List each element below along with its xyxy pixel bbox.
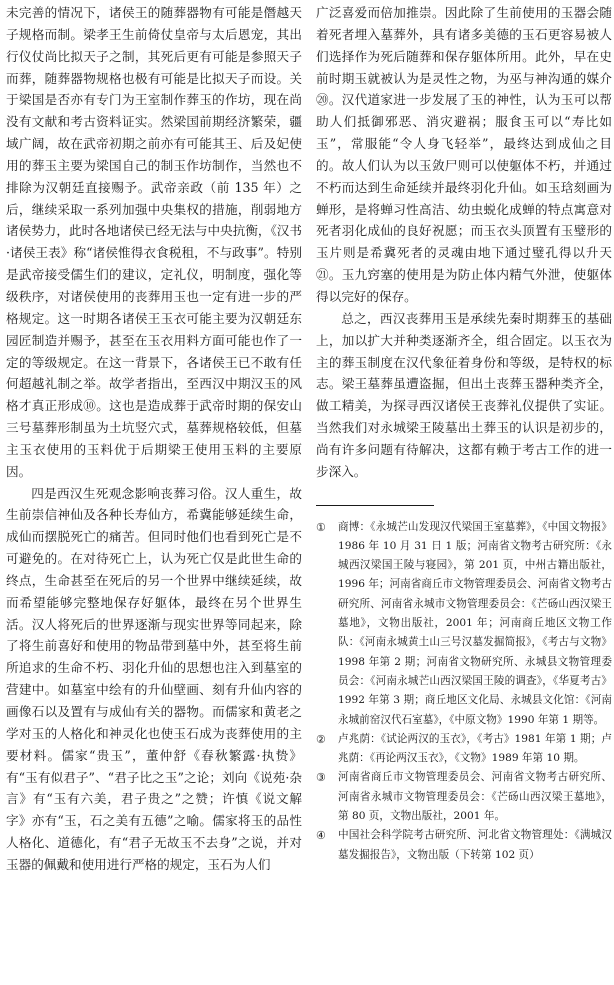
footnote	[316, 518, 612, 730]
footnote	[316, 826, 612, 865]
body-paragraph: 四是西汉生死观念影响丧葬习俗。汉人重生，故生前崇信神仙及各种长寿仙方，希冀能够延续生命，成仙而摆脱死亡的痛苦。但同时他们也看到死亡是不可避免的。在对待死亡上，认为死亡仅是此世生命的终点，生命甚至在死后的另一个世界中继续延续，故而希望能够完整地保存好躯体，最终在另个世界生活。汉人将死后的世界逐渐与现实世界等同起来，除了将生前喜好和使用的物品带到墓中外，甚至将生前所追求的生命不朽、羽化升仙的思想也注入到墓室的营建中。如墓室中绘有的升仙壁画、刻有升仙内容的画像石以及置有与成仙有关的器物。而儒家和黄老之学对玉的人格化和神灵化也使玉石成为丧葬使用的主要材料。儒家“贵玉”，董仲舒《春秋繁露·执贽》有“玉有似君子”、“君子比之玉”之论；刘向《说苑·杂言》有“玉有六美，君子贵之”之赞；许慎《说文解字》亦有“玉，石之美有五德”之喻。儒家将玉的品性人格化、道德化，有“君子无故玉不去身”之说，并对玉器的佩戴和使用进行严格的规定，玉石为人们	[6, 485, 302, 872]
reference-marker: ㉑	[316, 267, 329, 283]
footnote-divider	[316, 505, 434, 506]
footnote-number: ③	[316, 771, 326, 785]
footnote-text: 河南省商丘市文物管理委员会、河南省文物考古研究所、河南省永城市文物管理委员会：《芒砀山西汉梁王墓地》，第 80 页，文物出版社，2001 年。	[338, 771, 612, 823]
body-paragraph: 总之，西汉丧葬用玉是承续先秦时期葬玉的基础上，加以扩大并种类逐渐齐全，组合固定。以玉衣为主的葬玉制度在汉代象征着身份和等级，是特权的标志。梁王墓葬虽遭盗掘，但出土丧葬玉器种类齐全，做工精美，为探寻西汉诸侯王丧葬礼仪提供了实证。当然我们对永城梁王陵墓出土葬玉的认识是初步的，尚有许多问题有待解决，这都有赖于考古工作的进一步深入。	[316, 310, 612, 479]
footnote-text: 中国社会科学院考古研究所、河北省文物管理处：《满城汉墓发掘报告》，文物出版（下转第 102 页）	[338, 829, 612, 861]
footnote-number: ①	[316, 520, 326, 534]
reference-marker: ⑳	[316, 92, 329, 108]
footnote-text: 卢兆荫：《试论两汉的玉衣》，《考古》1981 年第 1 期；卢兆荫：《再论两汉玉衣》，《文物》1989 年第 10 期。	[338, 732, 612, 765]
footnote-number: ④	[316, 829, 326, 843]
left-column	[6, 2, 302, 876]
right-column	[316, 2, 612, 865]
footnote-number: ②	[316, 732, 326, 746]
body-paragraph: 未完善的情况下，诸侯王的随葬器物有可能是僭越天子规格而制。梁孝王生前倚仗皇帝与太后恩宠，其出行仪仗尚比拟天子之制，其死后更有可能是参照天子而葬，随葬器物规格也极有可能是比拟天子而设。关于梁国是否亦有专门为王室制作葬玉的作坊，现在尚没有文献和考古资料证实。然梁国前期经济繁荣，疆域广阔，故在武帝初期之前亦有可能其王、后及妃使用的葬玉主要为梁国自己的制玉作坊制作，当然也不排除为汉朝廷直接赐予。武帝亲政（前 135 年）之后，继续采取一系列加强中央集权的措施，削弱地方诸侯势力，此时各地诸侯已经无法与中央抗衡，《汉书·诸侯王表》称“诸侯惟得衣食税租，不与政事”。特别是武帝接受儒生们的建议，定礼仪，明制度，强化等级秩序，对诸侯使用的丧葬用玉也一定有进一步的严格规定。这一时期各诸侯王玉衣可能主要为汉朝廷东园匠制造并赐予，甚至在玉衣用料方面可能也作了一定的等级规定。在这一背景下，各诸侯王已不敢有任何超越礼制之举。故学者指出，至西汉中期汉玉的风格才真正形成⑩。这也是造成葬于武帝时期的保安山三号墓葬形制虽为土坑竖穴式，墓葬规格较低，但墓主玉衣使用的玉料优于后期梁王使用玉料的主要原因。	[6, 5, 303, 479]
footnote	[316, 730, 612, 769]
footnotes	[316, 518, 612, 865]
footnote-text: 商博：《永城芒山发现汉代梁国王室墓葬》，《中国文物报》1986 年 10 月 31 日 1 版；河南省文物考古研究所：《永城西汉梁国王陵与寝园》，第 201 页，中州古籍出版社，1996 年；河南省商丘市文物管理委员会、河南省文物考古研究所、河南省永城市文物管理委员会：《芒砀山西汉梁王墓地》，文物出版社，2001 年；河南商丘地区文物工作队：《河南永城黄土山三号汉墓发掘简报》，《考古与文物》1998 年第 2 期；河南省文物研究所、永城县文物管理委员会：《河南永城芒山西汉梁国王陵的调查》，《华夏考古》1992 年第 3 期；商丘地区文化局、永城县文化馆：《河南永城前窑汉代石室墓》，《中原文物》1990 年第 1 期等。	[338, 520, 612, 726]
footnote	[316, 768, 612, 826]
body-paragraph: 广泛喜爱而倍加推崇。因此除了生前使用的玉器会随着死者埋入墓葬外，具有诸多美德的玉石更容易被人们选择作为死后随葬和保存躯体所用。此外，早在史前时期玉就被认为是灵性之物，为巫与神沟通的媒介⑳。汉代道家进一步发展了玉的神性，认为玉可以帮助人们抵御邪恶、消灾避祸；服食玉可以“寿比如玉”，常服能“令人身飞轻举”，最终达到成仙之目的。故人们认为以玉敛尸则可以使躯体不朽，并通过不朽而达到生命延续并最终羽化升仙。如玉琀刻画为蝉形，是将蝉习性高洁、幼虫蜕化成蝉的特点寓意对死者羽化成仙的良好祝愿；而玉衣头顶置有玉璧形的玉片则是希冀死者的灵魂由地下通过璧孔得以升天㉑。玉九窍塞的使用是为防止体内精气外泄，使躯体得以完好的保存。	[316, 5, 613, 304]
reference-marker: ⑩	[83, 398, 97, 414]
